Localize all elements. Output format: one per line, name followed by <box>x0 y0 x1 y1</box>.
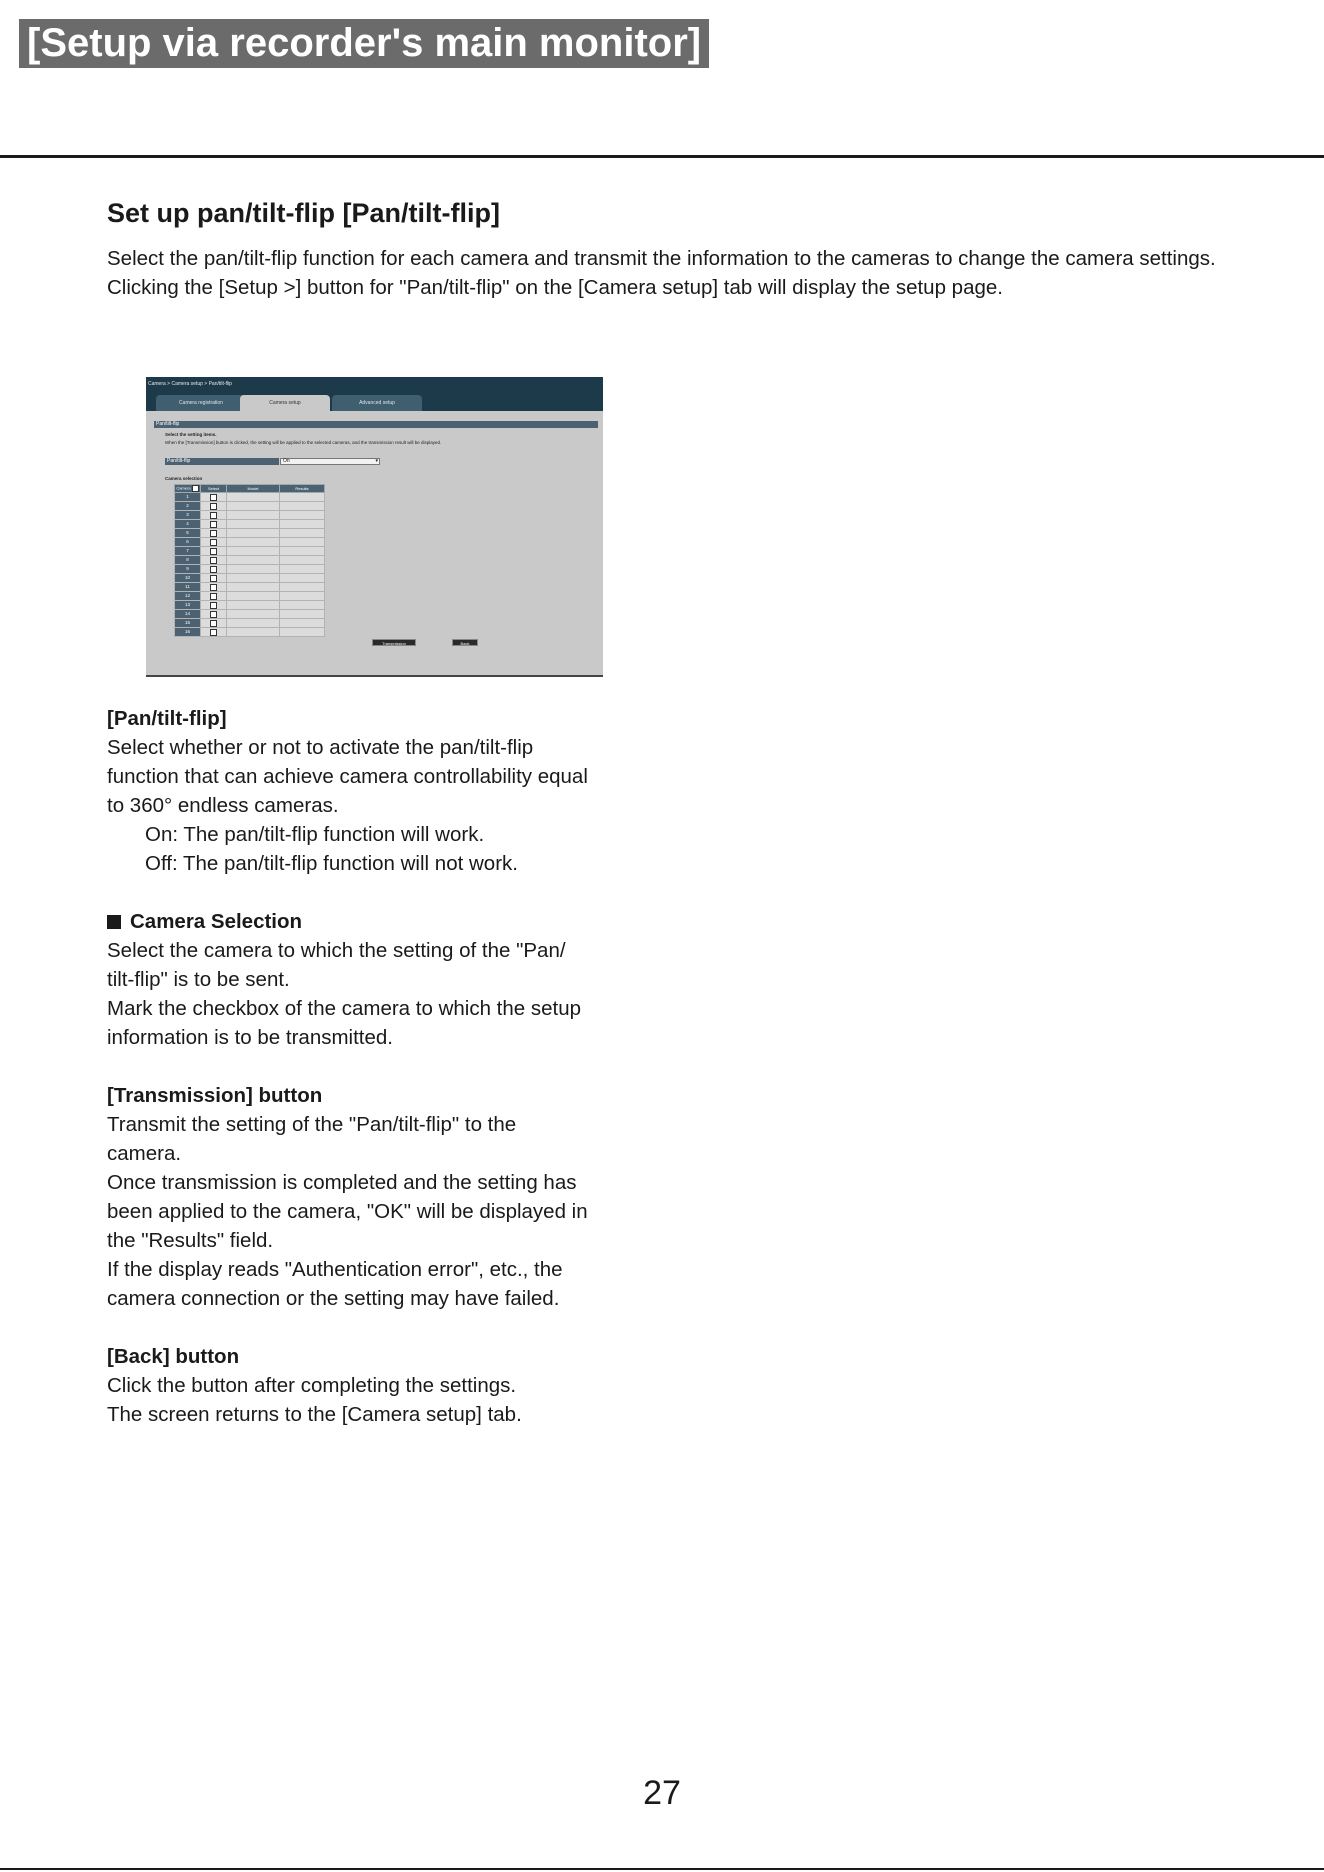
camera-checkbox[interactable] <box>210 575 217 582</box>
square-bullet-icon <box>107 915 121 929</box>
text-line: camera connection or the setting may have failed. <box>107 1287 560 1310</box>
table-row <box>175 574 325 583</box>
camera-checkbox[interactable] <box>210 566 217 573</box>
text-line: If the display reads "Authentication error", etc., the <box>107 1258 563 1281</box>
camera-checkbox[interactable] <box>210 602 217 609</box>
camera-checkbox[interactable] <box>210 494 217 501</box>
model-cell <box>227 628 280 637</box>
results-cell <box>280 511 325 520</box>
results-cell <box>280 610 325 619</box>
camera-select-cell <box>201 592 227 601</box>
intro-paragraph: Select the pan/tilt-flip function for each camera and transmit the information to the cameras to change the camera settings. <box>107 247 1216 270</box>
camera-number: 14 <box>175 610 201 619</box>
camera-checkbox[interactable] <box>210 611 217 618</box>
camera-select-cell <box>201 538 227 547</box>
back-section <box>107 1342 667 1429</box>
tab-camera-setup[interactable]: Camera setup <box>240 395 330 411</box>
text-line: Mark the checkbox of the camera to which the setup <box>107 997 582 1020</box>
table-row <box>175 610 325 619</box>
table-row <box>175 511 325 520</box>
pan-tilt-flip-select-value: On <box>283 458 290 464</box>
camera-checkbox[interactable] <box>210 530 217 537</box>
camera-select-cell <box>201 511 227 520</box>
back-button[interactable]: Back <box>452 639 478 646</box>
description-body <box>107 704 667 1458</box>
camera-select-cell <box>201 547 227 556</box>
results-cell <box>280 628 325 637</box>
camera-select-cell <box>201 529 227 538</box>
camera-selection-section <box>107 907 667 1052</box>
column-header: Model <box>227 485 280 493</box>
screenshot-breadcrumb: Camera > Camera setup > Pan/tilt-flip <box>148 381 232 387</box>
model-cell <box>227 574 280 583</box>
results-cell <box>280 574 325 583</box>
model-cell <box>227 547 280 556</box>
camera-checkbox[interactable] <box>210 539 217 546</box>
results-cell <box>280 565 325 574</box>
model-cell <box>227 610 280 619</box>
section-title: Set up pan/tilt-flip [Pan/tilt-flip] <box>107 198 500 228</box>
results-cell <box>280 520 325 529</box>
camera-checkbox[interactable] <box>210 584 217 591</box>
table-row <box>175 628 325 637</box>
table-row <box>175 583 325 592</box>
camera-number: 11 <box>175 583 201 592</box>
table-row <box>175 520 325 529</box>
camera-checkbox[interactable] <box>210 548 217 555</box>
camera-select-cell <box>201 583 227 592</box>
screenshot-instruction: When the [Transmission] button is clicked, the setting will be applied to the selected cameras, and the transmission result will be displayed. <box>165 440 442 445</box>
text-line: Transmit the setting of the "Pan/tilt-flip" to the <box>107 1113 517 1136</box>
results-cell <box>280 547 325 556</box>
camera-number: 1 <box>175 493 201 502</box>
column-header: Results <box>280 485 325 493</box>
back-heading: [Back] button <box>107 1345 240 1368</box>
camera-select-cell <box>201 502 227 511</box>
camera-select-cell <box>201 628 227 637</box>
tab-camera-registration[interactable]: Camera registration <box>156 395 246 411</box>
text-line: camera. <box>107 1142 182 1165</box>
table-row <box>175 601 325 610</box>
model-cell <box>227 565 280 574</box>
results-cell <box>280 529 325 538</box>
results-cell <box>280 538 325 547</box>
header-rule <box>0 155 1324 158</box>
table-row <box>175 538 325 547</box>
transmission-button[interactable]: Transmission <box>372 639 416 646</box>
footer-rule <box>0 1868 1324 1870</box>
text-line: information is to be transmitted. <box>107 1026 393 1049</box>
results-cell <box>280 619 325 628</box>
camera-selection-label: Camera selection <box>165 476 203 481</box>
pan-tilt-flip-select[interactable] <box>280 458 380 465</box>
model-cell <box>227 511 280 520</box>
table-row <box>175 565 325 574</box>
results-cell <box>280 601 325 610</box>
results-cell <box>280 583 325 592</box>
camera-checkbox[interactable] <box>210 557 217 564</box>
screenshot-instruction: Select the setting items. <box>165 432 217 437</box>
camera-checkbox[interactable] <box>210 521 217 528</box>
table-row <box>175 556 325 565</box>
table-row <box>175 619 325 628</box>
camera-number: 2 <box>175 502 201 511</box>
transmission-heading: [Transmission] button <box>107 1084 323 1107</box>
camera-number: 9 <box>175 565 201 574</box>
text-line: to 360° endless cameras. <box>107 794 339 817</box>
results-cell <box>280 592 325 601</box>
model-cell <box>227 538 280 547</box>
option-on: On: The pan/tilt-flip function will work. <box>145 823 485 846</box>
table-row <box>175 592 325 601</box>
results-cell <box>280 502 325 511</box>
intro-paragraph: Clicking the [Setup >] button for "Pan/tilt-flip" on the [Camera setup] tab will display the setup page. <box>107 276 1003 299</box>
model-cell <box>227 556 280 565</box>
camera-select-cell <box>201 601 227 610</box>
chapter-header: [Setup via recorder's main monitor] <box>19 19 709 68</box>
setup-page-screenshot <box>146 377 603 677</box>
column-header: Camera <box>175 485 201 493</box>
model-cell <box>227 619 280 628</box>
camera-number: 10 <box>175 574 201 583</box>
text-line: Select whether or not to activate the pan/tilt-flip <box>107 736 534 759</box>
text-line: Once transmission is completed and the setting has <box>107 1171 577 1194</box>
camera-select-cell <box>201 619 227 628</box>
camera-checkbox[interactable] <box>210 593 217 600</box>
camera-selection-heading: Camera Selection <box>107 907 667 936</box>
tab-advanced-setup[interactable]: Advanced setup <box>332 395 422 411</box>
camera-checkbox[interactable] <box>210 503 217 510</box>
model-cell <box>227 601 280 610</box>
camera-number: 13 <box>175 601 201 610</box>
model-cell <box>227 592 280 601</box>
text-line: been applied to the camera, "OK" will be displayed in <box>107 1200 588 1223</box>
screenshot-section-label: Pan/tilt-flip <box>156 421 180 427</box>
chevron-down-icon: ▾ <box>375 458 378 464</box>
camera-select-cell <box>201 493 227 502</box>
text-line: Select the camera to which the setting of the "Pan/ <box>107 939 566 962</box>
text-line: The screen returns to the [Camera setup] tab. <box>107 1403 522 1426</box>
table-header-row <box>175 485 325 493</box>
pan-tilt-flip-heading: [Pan/tilt-flip] <box>107 707 227 730</box>
camera-number: 16 <box>175 628 201 637</box>
model-cell <box>227 583 280 592</box>
screenshot-section-bar <box>154 421 598 428</box>
camera-select-cell <box>201 520 227 529</box>
results-cell <box>280 493 325 502</box>
page-number: 27 <box>643 1774 681 1812</box>
camera-number: 8 <box>175 556 201 565</box>
camera-number: 15 <box>175 619 201 628</box>
camera-number: 5 <box>175 529 201 538</box>
transmission-section <box>107 1081 667 1313</box>
model-cell <box>227 529 280 538</box>
camera-number: 4 <box>175 520 201 529</box>
camera-checkbox[interactable] <box>210 629 217 636</box>
camera-select-cell <box>201 610 227 619</box>
camera-select-cell <box>201 556 227 565</box>
select-all-checkbox[interactable] <box>192 485 199 492</box>
model-cell <box>227 502 280 511</box>
text-line: function that can achieve camera controllability equal <box>107 765 588 788</box>
pan-tilt-flip-field-label: Pan/tilt-flip <box>165 458 279 465</box>
camera-checkbox[interactable] <box>210 620 217 627</box>
camera-selection-table <box>174 484 325 637</box>
text-line: the "Results" field. <box>107 1229 274 1252</box>
camera-select-cell <box>201 574 227 583</box>
table-row <box>175 502 325 511</box>
table-row <box>175 547 325 556</box>
model-cell <box>227 493 280 502</box>
option-off: Off: The pan/tilt-flip function will not work. <box>145 852 518 875</box>
camera-number: 7 <box>175 547 201 556</box>
column-header: Select <box>201 485 227 493</box>
text-line: Click the button after completing the settings. <box>107 1374 517 1397</box>
table-row <box>175 529 325 538</box>
camera-checkbox[interactable] <box>210 512 217 519</box>
camera-select-cell <box>201 565 227 574</box>
camera-number: 6 <box>175 538 201 547</box>
table-row <box>175 493 325 502</box>
model-cell <box>227 520 280 529</box>
camera-number: 12 <box>175 592 201 601</box>
text-line: tilt-flip" is to be sent. <box>107 968 290 991</box>
results-cell <box>280 556 325 565</box>
pan-tilt-flip-section <box>107 704 667 878</box>
camera-number: 3 <box>175 511 201 520</box>
intro-text <box>107 244 1227 302</box>
